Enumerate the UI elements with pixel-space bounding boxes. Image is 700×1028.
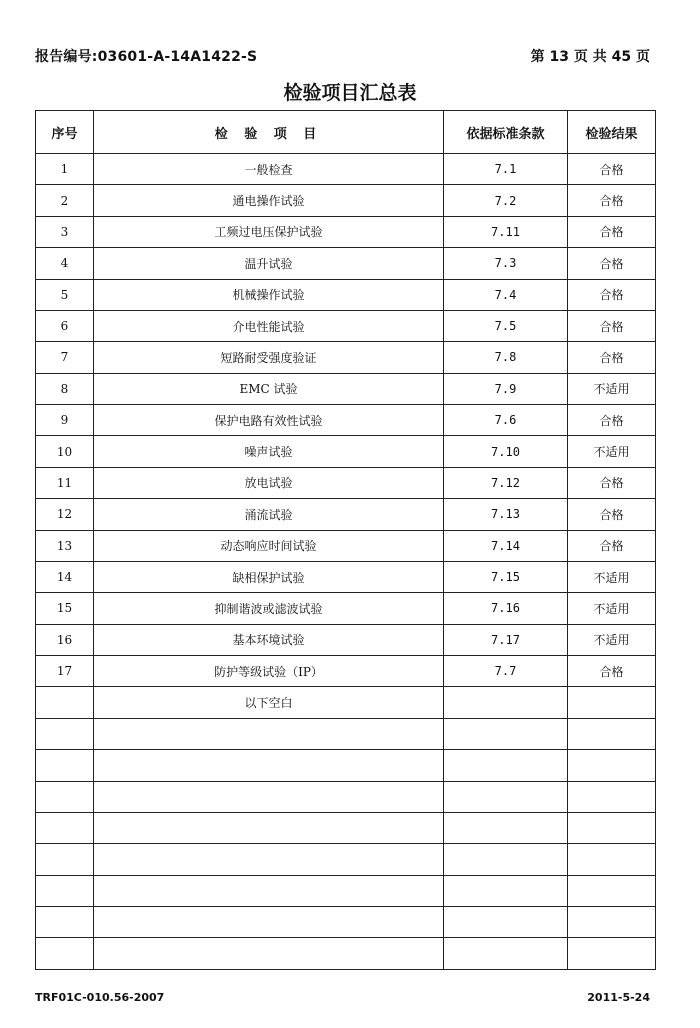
- row-number-cell: [36, 781, 94, 812]
- clause-cell: 7.8: [444, 342, 568, 373]
- result-cell: [568, 687, 656, 718]
- page-title: 检验项目汇总表: [283, 82, 417, 104]
- row-number-cell: 11: [36, 467, 94, 498]
- row-number-cell: 6: [36, 310, 94, 341]
- clause-cell: 7.4: [444, 279, 568, 310]
- test-item-cell: 基本环境试验: [94, 624, 444, 655]
- clause-cell: 7.17: [444, 624, 568, 655]
- result-cell: 不适用: [568, 624, 656, 655]
- column-header-clause: 依据标准条款: [444, 111, 568, 154]
- table-row: [36, 938, 656, 970]
- row-number-cell: 3: [36, 216, 94, 247]
- table-row: [36, 530, 656, 561]
- inspection-summary-table: [35, 110, 656, 970]
- row-number-cell: [36, 687, 94, 718]
- row-number-cell: 5: [36, 279, 94, 310]
- test-item-cell: 工频过电压保护试验: [94, 216, 444, 247]
- result-cell: [568, 844, 656, 875]
- row-number-cell: [36, 812, 94, 843]
- table-row: [36, 687, 656, 718]
- result-cell: 不适用: [568, 373, 656, 404]
- clause-cell: [444, 812, 568, 843]
- report-number: 报告编号:03601-A-14A1422-S: [35, 49, 258, 65]
- table-row: [36, 907, 656, 938]
- test-item-cell: 防护等级试验（IP）: [94, 656, 444, 687]
- row-number-cell: 13: [36, 530, 94, 561]
- page-indicator: 第 13 页 共 45 页: [530, 49, 650, 65]
- table-row: [36, 216, 656, 247]
- table-row: [36, 342, 656, 373]
- table-row: [36, 624, 656, 655]
- test-item-cell: [94, 875, 444, 906]
- row-number-cell: [36, 875, 94, 906]
- result-cell: 合格: [568, 499, 656, 530]
- table-row: [36, 875, 656, 906]
- clause-cell: 7.16: [444, 593, 568, 624]
- test-item-cell: 噪声试验: [94, 436, 444, 467]
- clause-cell: [444, 750, 568, 781]
- table-row: [36, 279, 656, 310]
- clause-cell: 7.15: [444, 561, 568, 592]
- clause-cell: 7.7: [444, 656, 568, 687]
- test-item-cell: 介电性能试验: [94, 310, 444, 341]
- table-row: [36, 561, 656, 592]
- row-number-cell: [36, 938, 94, 970]
- result-cell: 不适用: [568, 436, 656, 467]
- clause-cell: [444, 718, 568, 749]
- test-item-cell: 抑制谐波或滤波试验: [94, 593, 444, 624]
- test-item-cell: 短路耐受强度验证: [94, 342, 444, 373]
- test-item-cell: 动态响应时间试验: [94, 530, 444, 561]
- form-code: TRF01C-010.56-2007: [35, 991, 165, 1004]
- table-row: [36, 656, 656, 687]
- table-row: [36, 499, 656, 530]
- result-cell: 合格: [568, 216, 656, 247]
- clause-cell: 7.13: [444, 499, 568, 530]
- result-cell: 不适用: [568, 561, 656, 592]
- test-item-cell: 通电操作试验: [94, 185, 444, 216]
- row-number-cell: 1: [36, 154, 94, 185]
- test-item-cell: [94, 750, 444, 781]
- clause-cell: [444, 781, 568, 812]
- row-number-cell: 16: [36, 624, 94, 655]
- row-number-cell: 7: [36, 342, 94, 373]
- table-row: [36, 593, 656, 624]
- test-item-cell: 涌流试验: [94, 499, 444, 530]
- table-row: [36, 781, 656, 812]
- result-cell: 合格: [568, 310, 656, 341]
- clause-cell: [444, 907, 568, 938]
- test-item-cell: [94, 718, 444, 749]
- result-cell: 合格: [568, 248, 656, 279]
- test-item-cell: 一般检查: [94, 154, 444, 185]
- test-item-cell: 温升试验: [94, 248, 444, 279]
- table-row: [36, 248, 656, 279]
- column-header-result: 检验结果: [568, 111, 656, 154]
- result-cell: [568, 718, 656, 749]
- row-number-cell: 10: [36, 436, 94, 467]
- result-cell: 合格: [568, 279, 656, 310]
- column-header-item: 检 验 项 目: [94, 111, 444, 154]
- clause-cell: 7.3: [444, 248, 568, 279]
- test-item-cell: [94, 844, 444, 875]
- row-number-cell: [36, 718, 94, 749]
- result-cell: 不适用: [568, 593, 656, 624]
- test-item-cell: [94, 907, 444, 938]
- result-cell: [568, 875, 656, 906]
- result-cell: 合格: [568, 154, 656, 185]
- result-cell: 合格: [568, 656, 656, 687]
- result-cell: 合格: [568, 342, 656, 373]
- clause-cell: 7.2: [444, 185, 568, 216]
- table-row: [36, 185, 656, 216]
- clause-cell: [444, 687, 568, 718]
- column-header-no: 序号: [36, 111, 94, 154]
- result-cell: [568, 938, 656, 970]
- result-cell: [568, 907, 656, 938]
- test-item-cell: [94, 938, 444, 970]
- clause-cell: 7.6: [444, 405, 568, 436]
- table-row: [36, 844, 656, 875]
- table-header-row: [36, 111, 656, 154]
- clause-cell: 7.14: [444, 530, 568, 561]
- table-row: [36, 436, 656, 467]
- table-row: [36, 405, 656, 436]
- table-row: [36, 750, 656, 781]
- table-row: [36, 718, 656, 749]
- test-item-cell: 放电试验: [94, 467, 444, 498]
- result-cell: [568, 750, 656, 781]
- clause-cell: [444, 875, 568, 906]
- test-item-cell: [94, 781, 444, 812]
- clause-cell: 7.9: [444, 373, 568, 404]
- footer-date: 2011-5-24: [587, 991, 650, 1004]
- clause-cell: 7.12: [444, 467, 568, 498]
- table-row: [36, 373, 656, 404]
- row-number-cell: 4: [36, 248, 94, 279]
- clause-cell: 7.10: [444, 436, 568, 467]
- result-cell: [568, 812, 656, 843]
- row-number-cell: 8: [36, 373, 94, 404]
- test-item-cell: 保护电路有效性试验: [94, 405, 444, 436]
- test-item-cell: 以下空白: [94, 687, 444, 718]
- row-number-cell: 9: [36, 405, 94, 436]
- row-number-cell: [36, 907, 94, 938]
- row-number-cell: 12: [36, 499, 94, 530]
- row-number-cell: [36, 844, 94, 875]
- clause-cell: 7.11: [444, 216, 568, 247]
- result-cell: 合格: [568, 530, 656, 561]
- result-cell: 合格: [568, 405, 656, 436]
- test-item-cell: 机械操作试验: [94, 279, 444, 310]
- result-cell: 合格: [568, 185, 656, 216]
- clause-cell: 7.1: [444, 154, 568, 185]
- row-number-cell: 14: [36, 561, 94, 592]
- clause-cell: [444, 938, 568, 970]
- result-cell: 合格: [568, 467, 656, 498]
- row-number-cell: 2: [36, 185, 94, 216]
- clause-cell: [444, 844, 568, 875]
- result-cell: [568, 781, 656, 812]
- row-number-cell: [36, 750, 94, 781]
- test-item-cell: 缺相保护试验: [94, 561, 444, 592]
- table-row: [36, 467, 656, 498]
- test-item-cell: [94, 812, 444, 843]
- table-row: [36, 812, 656, 843]
- table-row: [36, 154, 656, 185]
- clause-cell: 7.5: [444, 310, 568, 341]
- test-item-cell: EMC 试验: [94, 373, 444, 404]
- row-number-cell: 15: [36, 593, 94, 624]
- row-number-cell: 17: [36, 656, 94, 687]
- table-row: [36, 310, 656, 341]
